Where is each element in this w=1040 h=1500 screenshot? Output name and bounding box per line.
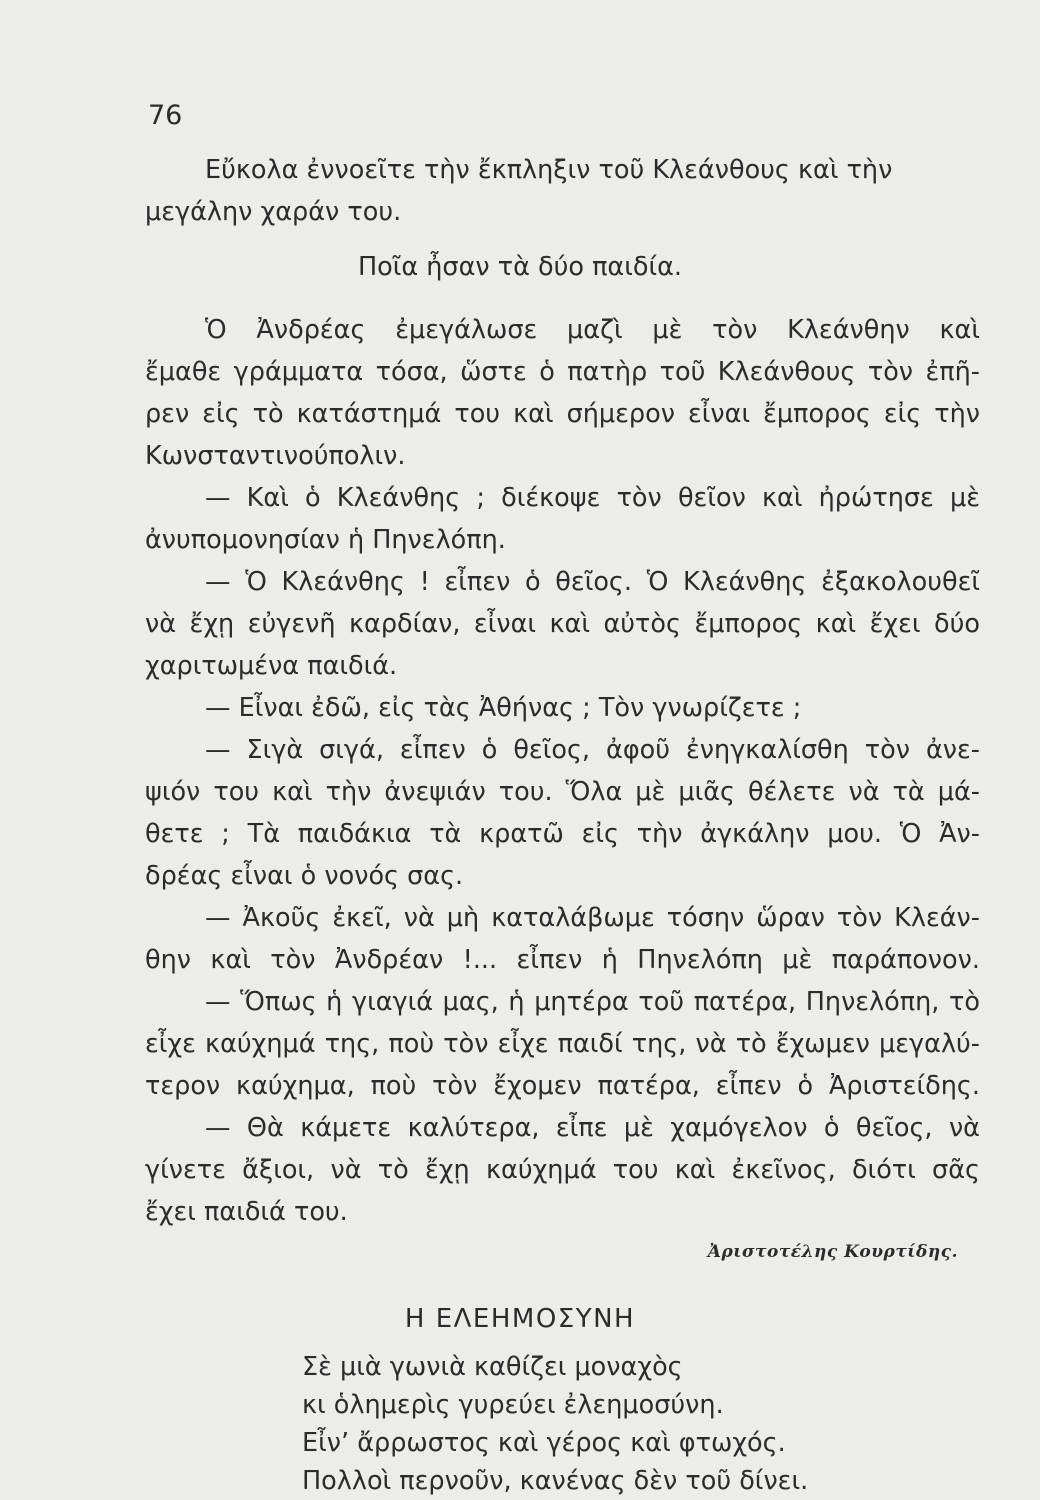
text-line: ἔχει παιδιά του. (145, 1197, 348, 1227)
text-line: ἔμαθε γράμματα τόσα, ὥστε ὁ πατὴρ τοῦ Κλεάνθους τὸν ἐπῆ- (145, 357, 980, 387)
text-line: Εὔκολα ἐννοεῖτε τὴν ἔκπληξιν τοῦ Κλεάνθους καὶ τὴν (205, 155, 893, 185)
poem-verse: Εἶν’ ἄρρωστος καὶ γέρος καὶ φτωχός. (302, 1428, 786, 1458)
text-line: Ὁ Ἀνδρέας ἐμεγάλωσε μαζὶ μὲ τὸν Κλεάνθην καὶ (205, 315, 980, 345)
text-line: θετε ; Τὰ παιδάκια τὰ κρατῶ εἰς τὴν ἀγκάλην μου. Ὁ Ἀν- (145, 819, 980, 849)
text-line: δρέας εἶναι ὁ νονός σας. (145, 861, 464, 891)
text-line: — Ὁ Κλεάνθης ! εἶπεν ὁ θεῖος. Ὁ Κλεάνθης ἐξακολουθεῖ (205, 567, 980, 597)
text-line: νὰ ἔχῃ εὐγενῆ καρδίαν, εἶναι καὶ αὐτὸς ἔμπορος καὶ ἔχει δύο (145, 609, 980, 639)
text-line: — Θὰ κάμετε καλύτερα, εἶπε μὲ χαμόγελον ὁ θεῖος, νὰ (205, 1113, 980, 1143)
poem-verse: Πολλοὶ περνοῦν, κανένας δὲν τοῦ δίνει. (302, 1466, 809, 1496)
poem-verse: κι ὁλημερὶς γυρεύει ἐλεημοσύνη. (302, 1390, 724, 1420)
author-signature: Ἀριστοτέλης Κουρτίδης. (707, 1242, 958, 1262)
text-line: χαριτωμένα παιδιά. (145, 651, 398, 681)
section-heading: Ποῖα ἦσαν τὰ δύο παιδία. (357, 252, 683, 282)
text-line: ρεν εἰς τὸ κατάστημά του καὶ σήμερον εἶναι ἔμπορος εἰς τὴν (145, 399, 980, 429)
text-line: — Εἶναι ἐδῶ, εἰς τὰς Ἀθήνας ; Τὸν γνωρίζετε ; (205, 693, 802, 723)
text-line: μεγάλην χαράν του. (145, 197, 402, 227)
text-line: — Σιγὰ σιγά, εἶπεν ὁ θεῖος, ἀφοῦ ἐνηγκαλίσθη τὸν ἀνε- (205, 735, 980, 765)
text-line: θην καὶ τὸν Ἀνδρέαν !... εἶπεν ἡ Πηνελόπη μὲ παράπονον. (145, 945, 980, 975)
text-line: εἶχε καύχημά της, ποὺ τὸν εἶχε παιδί της, νὰ τὸ ἔχωμεν μεγαλύ- (145, 1029, 980, 1059)
poem-verse: Σὲ μιὰ γωνιὰ καθίζει μοναχὸς (302, 1352, 683, 1382)
text-line: — Καὶ ὁ Κλεάνθης ; διέκοψε τὸν θεῖον καὶ ἠρώτησε μὲ (205, 483, 980, 513)
text-line: τερον καύχημα, ποὺ τὸν ἔχομεν πατέρα, εἶπεν ὁ Ἀριστείδης. (145, 1071, 980, 1101)
poem-title: Η ΕΛΕΗΜΟΣΥΝΗ (404, 1304, 636, 1334)
text-line: ψιόν του καὶ τὴν ἀνεψιάν του. Ὅλα μὲ μιᾶς θέλετε νὰ τὰ μά- (145, 777, 980, 807)
text-line: ἀνυπομονησίαν ἡ Πηνελόπη. (145, 525, 506, 555)
page-number: 76 (148, 100, 183, 131)
text-line: γίνετε ἄξιοι, νὰ τὸ ἔχῃ καύχημά του καὶ ἐκεῖνος, διότι σᾶς (145, 1155, 980, 1185)
text-line: — Ἀκοῦς ἐκεῖ, νὰ μὴ καταλάβωμε τόσην ὥραν τὸν Κλεάν- (205, 903, 980, 933)
text-line: Κωνσταντινούπολιν. (145, 441, 406, 471)
text-line: — Ὅπως ἡ γιαγιά μας, ἡ μητέρα τοῦ πατέρα, Πηνελόπη, τὸ (205, 987, 980, 1017)
